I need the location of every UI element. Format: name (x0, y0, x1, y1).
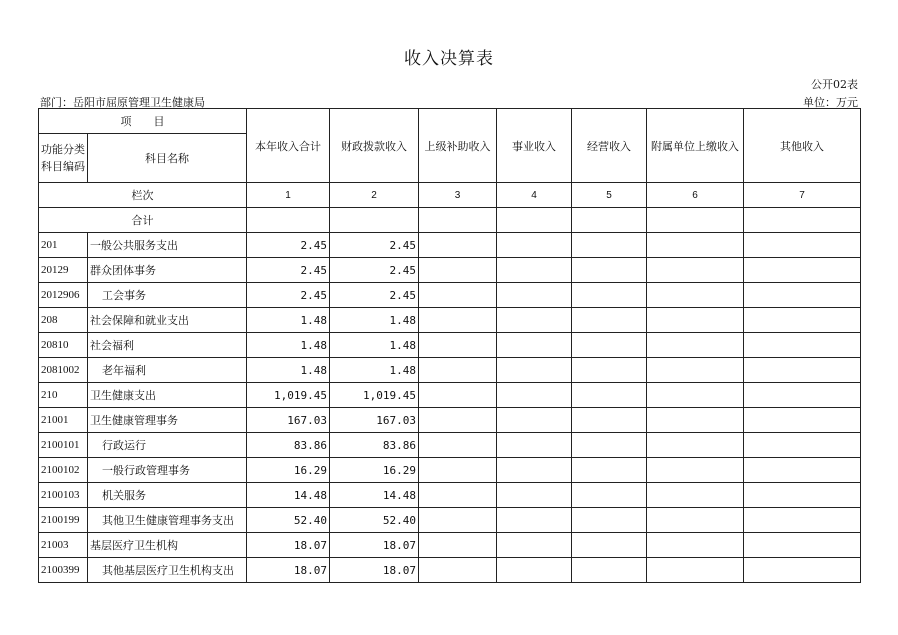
value-cell: 1,019.45 (330, 383, 419, 408)
col-header-other: 其他收入 (744, 109, 861, 183)
value-cell (497, 533, 572, 558)
value-cell (647, 483, 744, 508)
subject-name: 卫生健康支出 (88, 383, 247, 408)
value-cell (572, 508, 647, 533)
value-cell (497, 433, 572, 458)
value-cell (647, 283, 744, 308)
subject-code: 2100101 (39, 433, 88, 458)
value-cell (572, 383, 647, 408)
col-number: 6 (647, 183, 744, 208)
subject-code: 21003 (39, 533, 88, 558)
table-row (39, 483, 861, 508)
value-cell (419, 508, 497, 533)
value-cell: 18.07 (330, 558, 419, 583)
table-row (39, 333, 861, 358)
subject-code: 201 (39, 233, 88, 258)
value-cell (647, 233, 744, 258)
value-cell: 1.48 (330, 308, 419, 333)
value-cell (744, 433, 861, 458)
value-cell (572, 558, 647, 583)
value-cell (497, 508, 572, 533)
value-cell (744, 283, 861, 308)
subject-name: 群众团体事务 (88, 258, 247, 283)
value-cell (497, 458, 572, 483)
table-row (39, 308, 861, 333)
subject-name: 其他基层医疗卫生机构支出 (88, 558, 247, 583)
value-cell (572, 233, 647, 258)
subject-name: 社会福利 (88, 333, 247, 358)
value-cell (572, 258, 647, 283)
value-cell: 14.48 (330, 483, 419, 508)
page-title: 收入决算表 (404, 49, 494, 69)
value-cell: 83.86 (330, 433, 419, 458)
total-label: 合计 (39, 208, 247, 233)
value-cell (572, 358, 647, 383)
value-cell (497, 558, 572, 583)
subject-name-header: 科目名称 (88, 134, 247, 183)
value-cell: 167.03 (247, 408, 330, 433)
value-cell: 52.40 (330, 508, 419, 533)
func-code-header: 功能分类 科目编码 (39, 134, 88, 183)
value-cell (497, 308, 572, 333)
value-cell: 2.45 (247, 283, 330, 308)
value-cell (572, 333, 647, 358)
total-row (39, 208, 861, 233)
table-row (39, 558, 861, 583)
col-number: 2 (330, 183, 419, 208)
value-cell (744, 383, 861, 408)
value-cell (744, 408, 861, 433)
value-cell: 2.45 (330, 233, 419, 258)
subject-name: 其他卫生健康管理事务支出 (88, 508, 247, 533)
value-cell (647, 508, 744, 533)
value-cell: 1.48 (330, 333, 419, 358)
value-cell (647, 433, 744, 458)
value-cell (572, 533, 647, 558)
total-cell (647, 208, 744, 233)
value-cell (419, 458, 497, 483)
value-cell (744, 308, 861, 333)
value-cell (744, 483, 861, 508)
value-cell (744, 258, 861, 283)
table-row (39, 358, 861, 383)
col-label: 栏次 (39, 183, 247, 208)
subject-code: 210 (39, 383, 88, 408)
value-cell (419, 483, 497, 508)
item-group-header: 项 目 (39, 109, 247, 134)
value-cell (572, 433, 647, 458)
value-cell (497, 333, 572, 358)
subject-name: 基层医疗卫生机构 (88, 533, 247, 558)
subject-name: 工会事务 (88, 283, 247, 308)
subject-name: 卫生健康管理事务 (88, 408, 247, 433)
value-cell (744, 558, 861, 583)
col-number: 5 (572, 183, 647, 208)
value-cell (744, 533, 861, 558)
value-cell: 2.45 (330, 258, 419, 283)
value-cell (647, 533, 744, 558)
value-cell (572, 408, 647, 433)
value-cell (572, 283, 647, 308)
value-cell: 2.45 (247, 233, 330, 258)
income-report-table (38, 108, 861, 583)
value-cell (744, 233, 861, 258)
subject-code: 20810 (39, 333, 88, 358)
value-cell (572, 308, 647, 333)
value-cell: 2.45 (247, 258, 330, 283)
table-row (39, 458, 861, 483)
value-cell: 52.40 (247, 508, 330, 533)
department-label: 部门：岳阳市屈原管理卫生健康局 (40, 96, 205, 109)
col-header-total: 本年收入合计 (247, 109, 330, 183)
table-row (39, 383, 861, 408)
value-cell (497, 258, 572, 283)
value-cell: 1.48 (247, 358, 330, 383)
value-cell (647, 333, 744, 358)
subject-code: 2081002 (39, 358, 88, 383)
col-number: 7 (744, 183, 861, 208)
value-cell (572, 458, 647, 483)
value-cell (497, 483, 572, 508)
unit-label: 单位：万元 (803, 96, 858, 109)
value-cell: 16.29 (330, 458, 419, 483)
value-cell (419, 358, 497, 383)
table-row (39, 433, 861, 458)
subject-code: 208 (39, 308, 88, 333)
subject-name: 一般行政管理事务 (88, 458, 247, 483)
value-cell: 167.03 (330, 408, 419, 433)
col-header-fiscal: 财政拨款收入 (330, 109, 419, 183)
value-cell: 83.86 (247, 433, 330, 458)
value-cell: 1.48 (330, 358, 419, 383)
total-cell (419, 208, 497, 233)
value-cell (744, 458, 861, 483)
col-number: 4 (497, 183, 572, 208)
value-cell (647, 308, 744, 333)
total-cell (572, 208, 647, 233)
subject-code: 20129 (39, 258, 88, 283)
value-cell: 1.48 (247, 308, 330, 333)
value-cell (419, 408, 497, 433)
value-cell (419, 333, 497, 358)
value-cell (497, 233, 572, 258)
col-header-business: 事业收入 (497, 109, 572, 183)
total-cell (497, 208, 572, 233)
col-number: 3 (419, 183, 497, 208)
table-row (39, 283, 861, 308)
subject-code: 2012906 (39, 283, 88, 308)
value-cell (419, 258, 497, 283)
value-cell (744, 358, 861, 383)
col-header-operating: 经营收入 (572, 109, 647, 183)
value-cell (419, 283, 497, 308)
form-number: 公开02表 (811, 78, 858, 91)
table-row (39, 408, 861, 433)
value-cell (572, 483, 647, 508)
total-cell (330, 208, 419, 233)
subject-name: 老年福利 (88, 358, 247, 383)
value-cell (419, 383, 497, 408)
table-row (39, 258, 861, 283)
subject-code: 2100102 (39, 458, 88, 483)
value-cell: 18.07 (247, 558, 330, 583)
col-header-superior-subsidy: 上级补助收入 (419, 109, 497, 183)
column-number-row (39, 183, 861, 208)
value-cell: 18.07 (247, 533, 330, 558)
subject-code: 21001 (39, 408, 88, 433)
value-cell (419, 433, 497, 458)
header-row-1 (39, 109, 861, 134)
value-cell (647, 258, 744, 283)
value-cell (419, 233, 497, 258)
subject-name: 机关服务 (88, 483, 247, 508)
value-cell (497, 408, 572, 433)
total-cell (247, 208, 330, 233)
value-cell (647, 458, 744, 483)
value-cell (647, 358, 744, 383)
value-cell (419, 308, 497, 333)
value-cell (647, 383, 744, 408)
subject-code: 2100103 (39, 483, 88, 508)
subject-name: 社会保障和就业支出 (88, 308, 247, 333)
subject-name: 一般公共服务支出 (88, 233, 247, 258)
value-cell (419, 533, 497, 558)
total-cell (744, 208, 861, 233)
subject-code: 2100399 (39, 558, 88, 583)
value-cell (647, 408, 744, 433)
table-row (39, 508, 861, 533)
col-header-affiliated: 附属单位上缴收入 (647, 109, 744, 183)
value-cell: 14.48 (247, 483, 330, 508)
subject-code: 2100199 (39, 508, 88, 533)
col-number: 1 (247, 183, 330, 208)
value-cell: 1.48 (247, 333, 330, 358)
value-cell (647, 558, 744, 583)
subject-name: 行政运行 (88, 433, 247, 458)
table-row (39, 233, 861, 258)
value-cell: 2.45 (330, 283, 419, 308)
value-cell: 1,019.45 (247, 383, 330, 408)
value-cell (497, 358, 572, 383)
value-cell (744, 333, 861, 358)
value-cell (497, 383, 572, 408)
value-cell (419, 558, 497, 583)
value-cell (497, 283, 572, 308)
table-row (39, 533, 861, 558)
value-cell (744, 508, 861, 533)
value-cell: 18.07 (330, 533, 419, 558)
value-cell: 16.29 (247, 458, 330, 483)
